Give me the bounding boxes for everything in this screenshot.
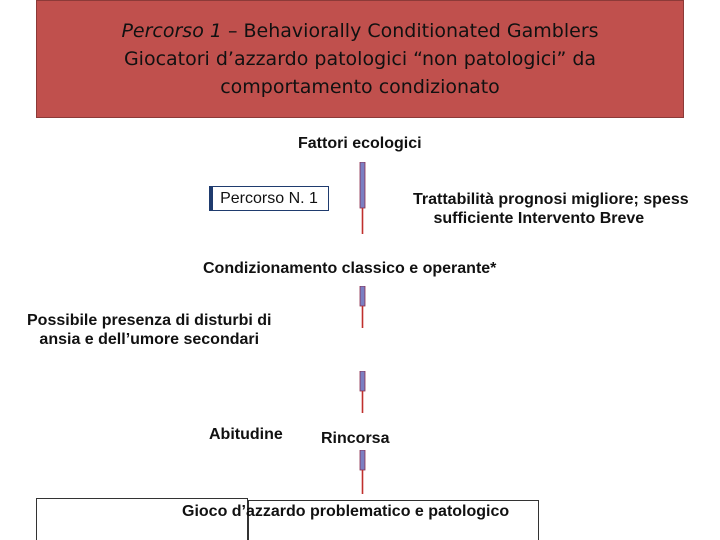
title-line-2: Giocatori d’azzardo patologici “non patologici” da xyxy=(123,48,597,70)
node-disturbi-line-1: Possibile presenza di disturbi di xyxy=(27,312,272,329)
title-percorso-label: Percorso 1 xyxy=(121,20,222,42)
node-trattabilita-line-2: sufficiente Intervento Breve xyxy=(433,210,645,227)
node-trattabilita xyxy=(413,190,689,228)
node-trattabilita-line-1: Trattabilità prognosi migliore; spess xyxy=(413,191,689,208)
connector-arrow-2 xyxy=(359,286,365,328)
node-fattori-ecologici: Fattori ecologici xyxy=(298,135,422,152)
title-banner xyxy=(36,0,684,118)
connector-arrow-4 xyxy=(359,450,365,494)
node-rincorsa: Rincorsa xyxy=(321,430,390,447)
node-condizionamento: Condizionamento classico e operante* xyxy=(203,260,497,277)
node-disturbi xyxy=(27,311,272,349)
connector-arrow-3 xyxy=(359,371,365,413)
node-percorso-n1-label: Percorso N. 1 xyxy=(220,189,318,207)
title-line-1 xyxy=(121,17,598,45)
connector-arrow-1 xyxy=(359,162,365,234)
node-abitudine: Abitudine xyxy=(209,426,283,443)
node-gioco-patologico: Gioco d’azzardo problematico e patologico xyxy=(182,503,510,520)
node-percorso-n1 xyxy=(209,186,329,211)
title-line-3: comportamento condizionato xyxy=(220,76,500,98)
title-english-subtitle: – Behaviorally Conditionated Gamblers xyxy=(227,20,599,42)
node-disturbi-line-2: ansia e dell’umore secondari xyxy=(39,331,260,348)
